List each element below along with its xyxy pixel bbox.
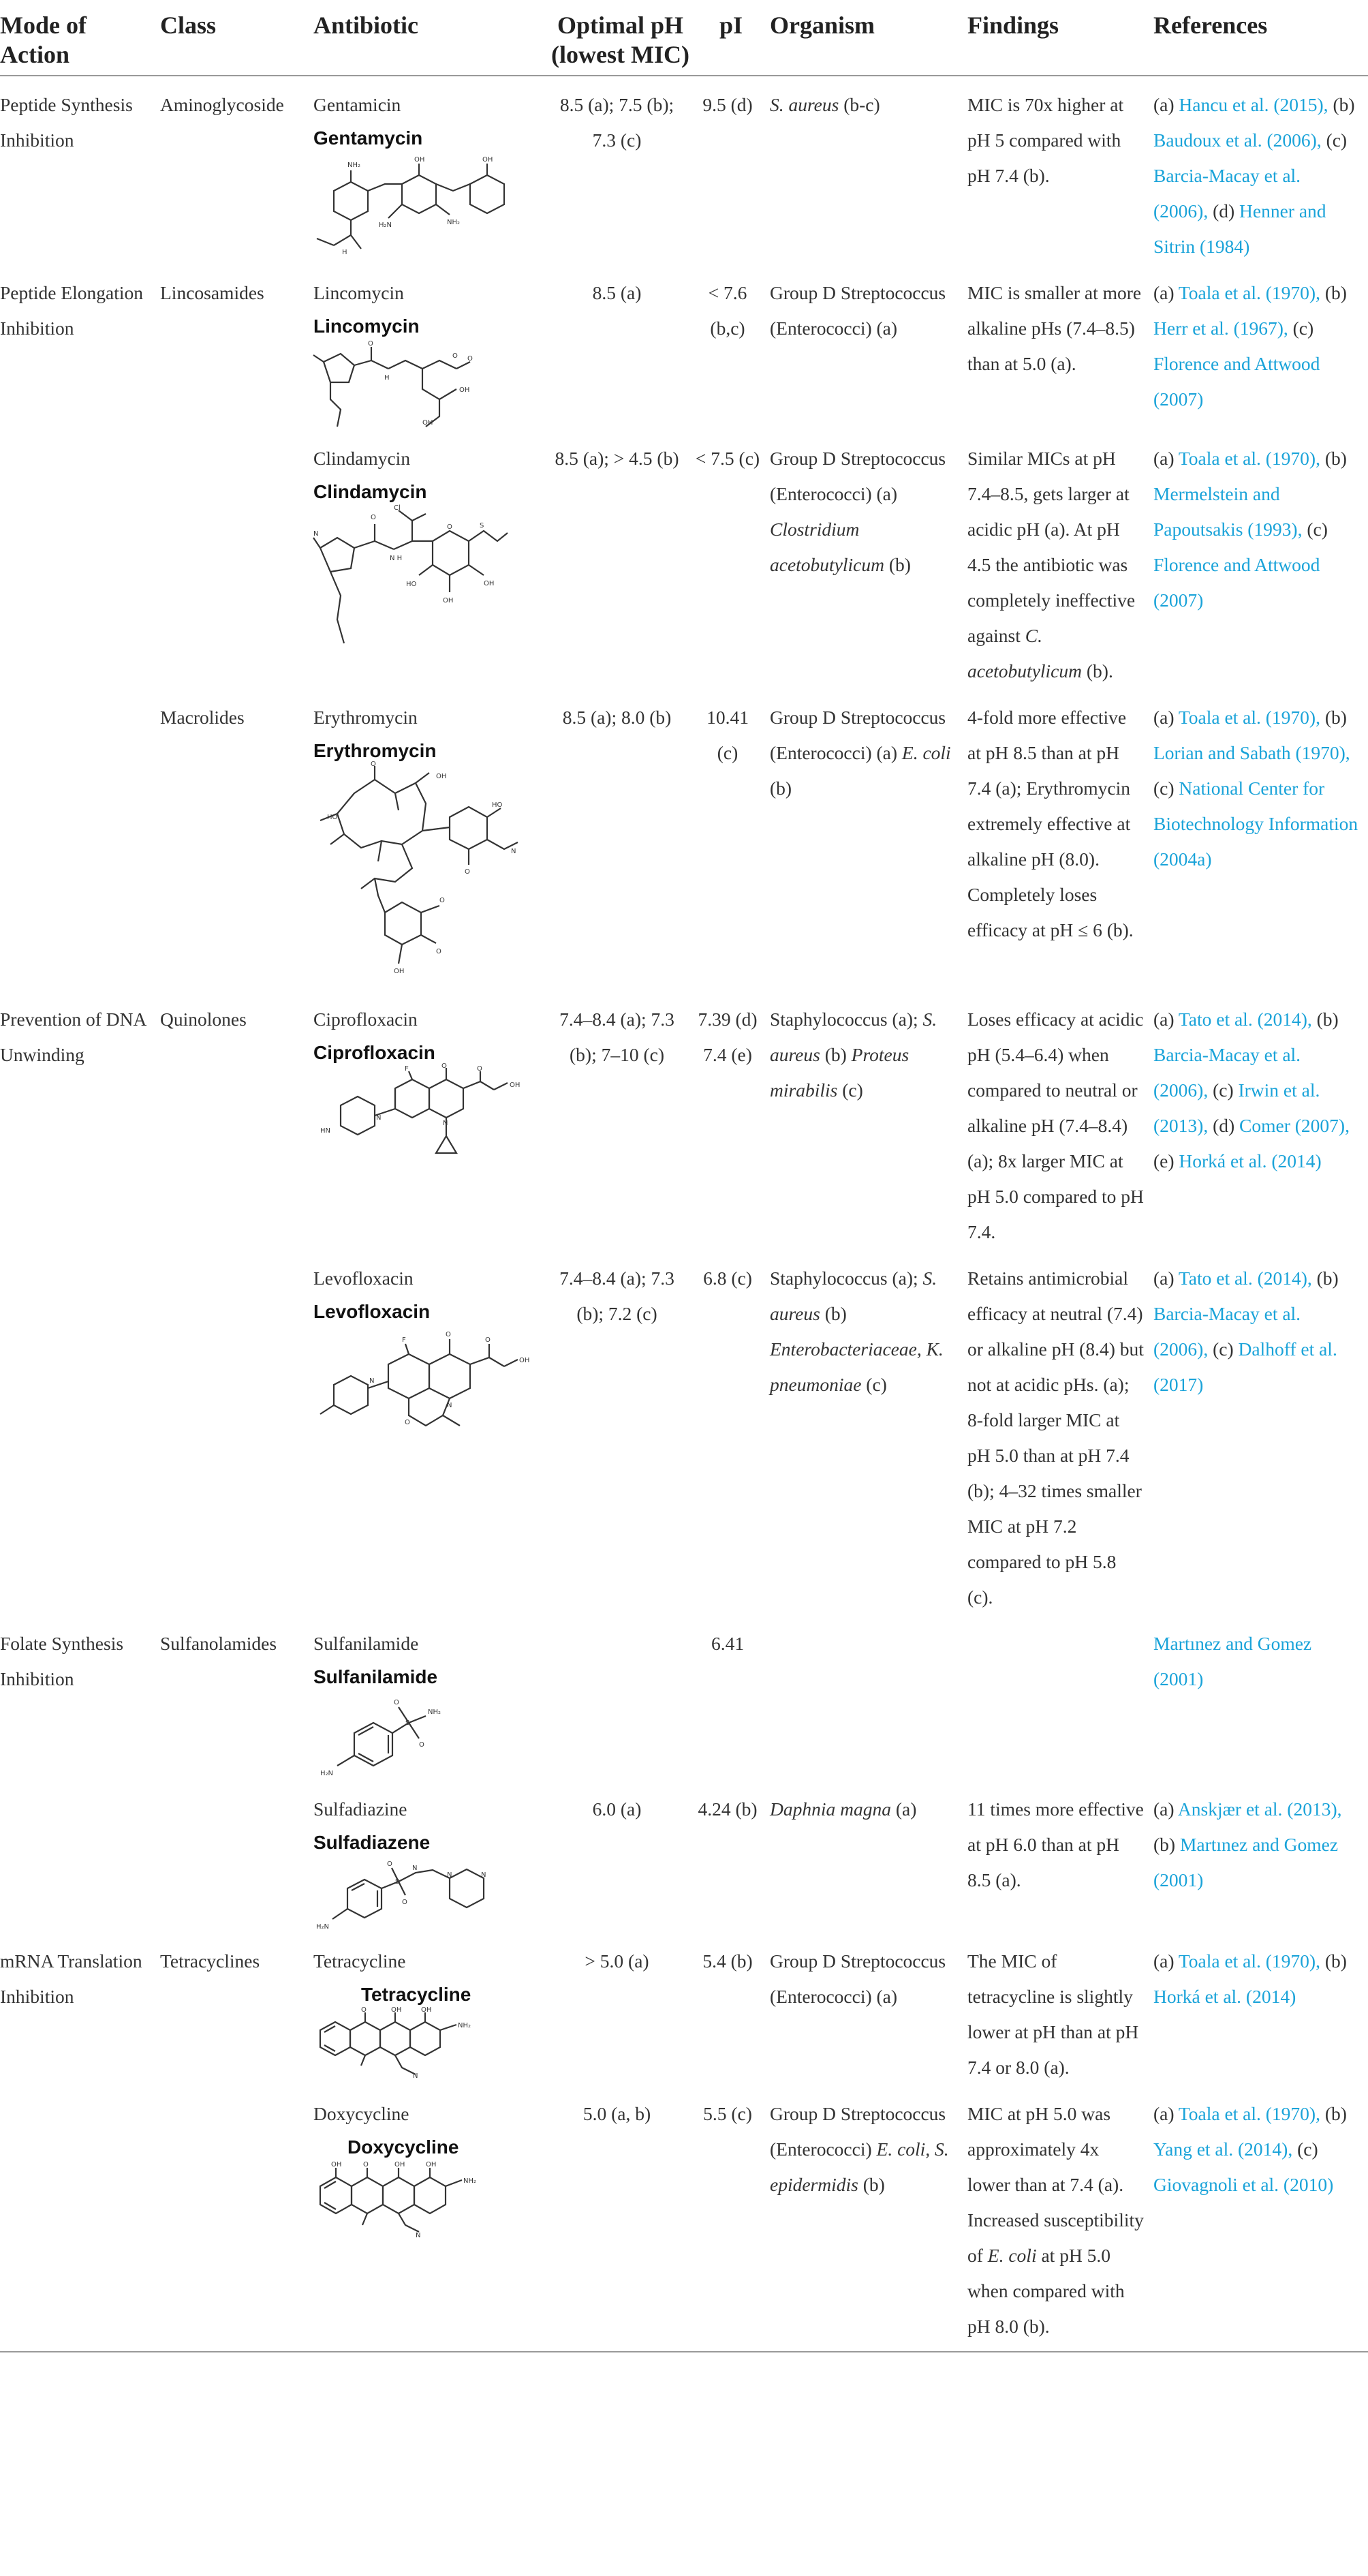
reference-link[interactable]: Barcia-Macay et al. (2006), — [1153, 165, 1301, 221]
header-pi: pI — [695, 0, 770, 76]
header-references: References — [1153, 0, 1368, 76]
organism-text: Group D Streptococcus (Enterococci) — [770, 2103, 946, 2160]
ref-prefix: (b) — [1324, 2103, 1347, 2124]
antibiotic-name: Erythromycin — [313, 707, 418, 728]
class-cell — [160, 1781, 313, 1933]
reference-link[interactable]: Giovagnoli et al. (2010) — [1153, 2174, 1334, 2195]
svg-text:N: N — [416, 2232, 421, 2239]
findings-cell: 4-fold more effective at pH 8.5 than at pH 7.4 (a); Erythromycin extremely effective at alkaline pH (8.0). Completely loses efficacy at pH ≤ 6 (b). — [967, 707, 1134, 940]
ref-prefix: (b) — [1316, 1009, 1339, 1030]
structure-label: Tetracycline — [361, 1984, 471, 2005]
ref-prefix: (a) — [1153, 1009, 1179, 1030]
ref-prefix: (b) — [1324, 282, 1347, 303]
findings-cell — [967, 1615, 1153, 1781]
reference-link[interactable]: Anskjær et al. (2013), — [1177, 1798, 1342, 1820]
class-cell: Macrolides — [160, 707, 245, 728]
svg-text:OH: OH — [459, 386, 470, 394]
erythromycin-structure-icon — [313, 761, 531, 991]
references-cell — [1153, 430, 1368, 689]
svg-text:O: O — [441, 1062, 447, 1070]
reference-link[interactable]: Toala et al. (1970), — [1178, 448, 1320, 469]
header-row — [0, 0, 1368, 76]
ref-prefix: (c) — [1213, 1079, 1239, 1101]
organism-cell — [770, 1250, 967, 1615]
ref-prefix: (a) — [1153, 1798, 1178, 1820]
reference-link[interactable]: Barcia-Macay et al. (2006), — [1153, 1044, 1301, 1101]
class-cell — [160, 430, 313, 689]
antibiotic-name: Ciprofloxacin — [313, 1009, 418, 1030]
organism-cell — [770, 689, 967, 991]
svg-text:N: N — [313, 530, 319, 538]
references-cell — [1153, 264, 1368, 430]
class-cell: Aminoglycoside — [160, 94, 284, 115]
ref-prefix: (a) — [1153, 707, 1179, 728]
structure-label: Lincomycin — [313, 316, 420, 337]
svg-text:H₂N: H₂N — [316, 1923, 330, 1931]
findings-cell: MIC is 70x higher at pH 5 compared with pH 7.4 (b). — [967, 94, 1124, 186]
svg-text:HO: HO — [492, 801, 503, 809]
reference-link[interactable]: Tato et al. (2014), — [1178, 1268, 1312, 1289]
svg-text:O: O — [387, 1860, 392, 1868]
references-cell — [1153, 1933, 1368, 2085]
reference-link[interactable]: Horká et al. (2014) — [1179, 1150, 1322, 1171]
organism-italic: E. coli — [901, 742, 951, 763]
svg-text:N: N — [511, 848, 516, 855]
antibiotic-cell — [313, 991, 548, 1250]
svg-text:N: N — [481, 1871, 486, 1879]
optimal-ph-cell: 7.4–8.4 (a); 7.3 (b); 7.2 (c) — [559, 1268, 674, 1324]
antibiotic-name: Levofloxacin — [313, 1268, 414, 1289]
svg-text:H: H — [384, 374, 390, 382]
antibiotic-cell — [313, 76, 548, 264]
svg-text:HO: HO — [406, 581, 417, 588]
findings-cell: Retains antimicrobial efficacy at neutral (7.4) or alkaline pH (8.4) but not at acidic pHs. (a); 8-fold larger MIC at pH 5.0 than at pH 7.4 (b); 4–32 times smaller MIC at pH 7.2 compared to pH 5.8 (c). — [967, 1268, 1144, 1608]
ref-prefix: (c) — [1297, 2138, 1318, 2160]
mode-cell: Peptide Synthesis Inhibition — [0, 94, 133, 151]
references-cell — [1153, 1781, 1368, 1933]
table-row — [0, 1933, 1368, 2085]
svg-text:O: O — [436, 948, 441, 955]
optimal-ph-cell — [548, 1615, 695, 1781]
pi-cell: 6.8 (c) — [703, 1268, 752, 1289]
organism-text: Group D Streptococcus (Enterococci) (a) — [770, 707, 946, 763]
pi-cell: 4.24 (b) — [698, 1798, 758, 1820]
organism-cell — [770, 1615, 967, 1781]
table-row — [0, 991, 1368, 1250]
svg-text:N: N — [413, 2072, 418, 2080]
reference-link[interactable]: Mermelstein and Papoutsakis (1993), — [1153, 483, 1303, 540]
header-class: Class — [160, 0, 313, 76]
reference-link[interactable]: Yang et al. (2014), — [1153, 2138, 1293, 2160]
mode-cell — [0, 2085, 160, 2352]
pi-cell: 10.41 (c) — [706, 707, 749, 763]
svg-text:S: S — [405, 1719, 410, 1727]
findings-text: MIC at pH 5.0 was approximately 4x lower than at 7.4 (a). Increased susceptibility of — [967, 2103, 1144, 2266]
reference-link[interactable]: Barcia-Macay et al. (2006), — [1153, 1303, 1301, 1360]
tetracycline-structure-icon — [313, 2006, 531, 2080]
antibiotic-name: Sulfanilamide — [313, 1633, 419, 1654]
structure-label: Sulfanilamide — [313, 1666, 438, 1687]
svg-text:H₂N: H₂N — [320, 1770, 334, 1777]
ref-prefix: (d) — [1213, 1115, 1240, 1136]
reference-link[interactable]: Horká et al. (2014) — [1153, 1986, 1296, 2007]
organism-text: (c) — [861, 1374, 887, 1395]
structure-label: Gentamycin — [313, 127, 423, 149]
svg-text:F: F — [402, 1336, 406, 1344]
optimal-ph-cell: 6.0 (a) — [592, 1798, 642, 1820]
antibiotic-cell — [313, 2085, 548, 2352]
reference-link[interactable]: Tato et al. (2014), — [1178, 1009, 1312, 1030]
svg-text:O: O — [439, 897, 445, 904]
svg-text:OH: OH — [331, 2161, 342, 2168]
mode-cell: Prevention of DNA Unwinding — [0, 1009, 146, 1065]
antibiotic-cell — [313, 264, 548, 430]
antibiotic-name: Doxycycline — [313, 2103, 409, 2124]
header-organism: Organism — [770, 0, 967, 76]
svg-text:OH: OH — [391, 2006, 402, 2014]
header-findings: Findings — [967, 0, 1153, 76]
references-cell — [1153, 76, 1368, 264]
optimal-ph-cell: 8.5 (a); > 4.5 (b) — [555, 448, 679, 469]
svg-text:NH₂: NH₂ — [428, 1708, 441, 1716]
pi-cell: 5.5 (c) — [695, 2085, 770, 2352]
ref-prefix: (c) — [1326, 129, 1348, 151]
svg-text:OH: OH — [484, 580, 495, 587]
svg-text:O: O — [467, 355, 473, 363]
svg-text:NH₂: NH₂ — [447, 219, 461, 226]
svg-text:HN: HN — [320, 1127, 330, 1135]
svg-text:O: O — [452, 352, 458, 360]
references-cell — [1153, 2085, 1368, 2352]
mode-cell — [0, 430, 160, 689]
table-row — [0, 264, 1368, 430]
ref-prefix: (b) — [1153, 1834, 1180, 1855]
header-optimal-ph: Optimal pH (lowest MIC) — [548, 0, 695, 76]
ref-prefix: (a) — [1153, 94, 1179, 115]
antibiotic-cell — [313, 1615, 548, 1781]
gentamicin-structure-icon — [313, 153, 531, 256]
organism-cell — [770, 2085, 967, 2352]
reference-link[interactable]: Baudoux et al. (2006), — [1153, 129, 1322, 151]
organism-italic: Clostridium acetobutylicum — [770, 519, 884, 575]
reference-link[interactable]: Comer (2007), — [1239, 1115, 1350, 1136]
organism-text: Staphylococcus (a); — [770, 1009, 923, 1030]
svg-text:O: O — [477, 1065, 482, 1073]
ref-prefix: (a) — [1153, 1950, 1179, 1972]
structure-label: Sulfadiazene — [313, 1832, 431, 1853]
svg-text:S: S — [395, 1878, 400, 1886]
svg-text:O: O — [361, 2006, 367, 2014]
sulfanilamide-structure-icon — [313, 1692, 491, 1781]
mode-cell — [0, 689, 160, 991]
doxycycline-structure-icon — [313, 2162, 531, 2237]
organism-text: Staphylococcus (a); — [770, 1268, 923, 1289]
antibiotic-name: Sulfadiazine — [313, 1798, 407, 1820]
organism-cell — [770, 1781, 967, 1933]
organism-italic: Proteus mirabilis — [770, 1044, 910, 1101]
ref-prefix: (e) — [1153, 1150, 1179, 1171]
references-cell — [1153, 991, 1368, 1250]
findings-cell: Loses efficacy at acidic pH (5.4–6.4) when compared to neutral or alkaline pH (7.4–8.4) (a); 8x larger MIC at pH 5.0 compared to pH 7.4. — [967, 1009, 1144, 1242]
reference-link[interactable]: Lorian and Sabath (1970), — [1153, 742, 1350, 763]
organism-text: (b) — [820, 1303, 847, 1324]
optimal-ph-cell: 8.5 (a) — [592, 282, 642, 303]
organism-cell: Group D Streptococcus (Enterococci) (a) — [770, 282, 946, 339]
svg-text:OH: OH — [519, 1357, 530, 1364]
organism-cell — [770, 76, 967, 264]
svg-text:N H: N H — [390, 555, 403, 562]
reference-link[interactable]: Hancu et al. (2015), — [1179, 94, 1328, 115]
reference-link[interactable]: Irwin et al. (2013), — [1153, 1079, 1320, 1136]
svg-text:O: O — [368, 340, 373, 348]
findings-cell: 11 times more effective at pH 6.0 than at pH 8.5 (a). — [967, 1798, 1144, 1890]
class-cell: Sulfanolamides — [160, 1633, 277, 1654]
reference-link[interactable]: Martınez and Gomez (2001) — [1153, 1834, 1339, 1890]
ref-prefix: (b) — [1324, 448, 1347, 469]
reference-link[interactable]: National Center for Biotechnology Information (2004a) — [1153, 778, 1358, 870]
reference-link[interactable]: Toala et al. (1970), — [1178, 1950, 1320, 1972]
svg-text:NH₂: NH₂ — [458, 2022, 471, 2029]
svg-text:N: N — [447, 1871, 452, 1879]
svg-text:OH: OH — [394, 968, 405, 975]
svg-text:O: O — [363, 2161, 369, 2168]
structure-label: Levofloxacin — [313, 1301, 431, 1322]
antibiotic-name: Tetracycline — [313, 1950, 406, 1972]
svg-text:Cl: Cl — [394, 504, 401, 512]
svg-text:OH: OH — [482, 156, 493, 164]
ref-prefix: (a) — [1153, 1268, 1179, 1289]
structure-label: Doxycycline — [347, 2136, 459, 2158]
svg-text:N: N — [447, 1402, 452, 1409]
organism-text: (b-c) — [839, 94, 880, 115]
organism-italic: Enterobacteriaceae, K. pneumoniae — [770, 1338, 944, 1395]
table-row — [0, 1615, 1368, 1781]
organism-italic: Daphnia magna — [770, 1798, 891, 1820]
mode-cell: Peptide Elongation Inhibition — [0, 282, 144, 339]
findings-cell — [967, 2085, 1153, 2352]
class-cell: Quinolones — [160, 1009, 247, 1030]
ref-prefix: (b) — [1316, 1268, 1339, 1289]
optimal-ph-cell: 8.5 (a); 8.0 (b) — [562, 707, 672, 728]
svg-text:N: N — [412, 1865, 418, 1872]
header-mode: Mode of Action — [0, 0, 160, 76]
findings-cell: MIC is smaller at more alkaline pHs (7.4–8.5) than at 5.0 (a). — [967, 282, 1142, 374]
svg-text:O: O — [402, 1899, 407, 1906]
svg-text:O: O — [394, 1699, 399, 1706]
class-cell: Tetracyclines — [160, 1950, 260, 1972]
findings-cell: The MIC of tetracycline is slightly lower at pH than at pH 7.4 or 8.0 (a). — [967, 1950, 1139, 2078]
references-cell — [1153, 1615, 1368, 1781]
svg-text:OH: OH — [510, 1082, 520, 1089]
optimal-ph-cell: 7.4–8.4 (a); 7.3 (b); 7–10 (c) — [559, 1009, 674, 1065]
svg-text:O: O — [447, 523, 452, 531]
organism-cell — [770, 430, 967, 689]
organism-cell — [770, 991, 967, 1250]
svg-text:OH: OH — [414, 156, 425, 164]
sulfadiazine-structure-icon — [313, 1858, 518, 1933]
optimal-ph-cell: 8.5 (a); 7.5 (b); 7.3 (c) — [559, 94, 674, 151]
optimal-ph-cell: > 5.0 (a) — [585, 1950, 649, 1972]
antibiotic-cell — [313, 689, 548, 991]
svg-text:O: O — [485, 1336, 491, 1344]
pi-cell: 5.4 (b) — [702, 1950, 753, 1972]
ref-prefix: (c) — [1292, 318, 1314, 339]
organism-text: (b) — [858, 2174, 885, 2195]
svg-text:O: O — [371, 514, 376, 521]
ref-prefix: (c) — [1153, 778, 1179, 799]
antibiotic-name: Gentamicin — [313, 94, 401, 115]
antibiotic-cell — [313, 1933, 548, 2085]
svg-text:F: F — [405, 1065, 409, 1073]
structure-label: Erythromycin — [313, 740, 437, 761]
ref-prefix: (b) — [1333, 94, 1355, 115]
svg-text:N: N — [376, 1114, 382, 1122]
svg-text:OH: OH — [443, 597, 454, 604]
ref-prefix: (c) — [1307, 519, 1328, 540]
svg-text:O: O — [446, 1331, 451, 1338]
organism-text: (a) — [891, 1798, 917, 1820]
organism-text: (c) — [837, 1079, 863, 1101]
svg-text:OH: OH — [394, 2161, 405, 2168]
mode-cell — [0, 1250, 160, 1615]
svg-text:NH₂: NH₂ — [463, 2177, 477, 2185]
table-row — [0, 689, 1368, 991]
references-cell — [1153, 689, 1368, 991]
organism-italic: S. aureus — [770, 1009, 937, 1065]
ref-prefix: (c) — [1213, 1338, 1239, 1360]
organism-cell: Group D Streptococcus (Enterococci) (a) — [770, 1950, 946, 2007]
lincomycin-structure-icon — [313, 341, 477, 430]
table-row — [0, 76, 1368, 264]
svg-text:O: O — [465, 868, 470, 876]
references-cell — [1153, 1250, 1368, 1615]
structure-label: Clindamycin — [313, 481, 427, 502]
svg-text:N: N — [443, 1120, 448, 1127]
organism-italic: S. aureus — [770, 1268, 937, 1324]
class-cell: Lincosamides — [160, 282, 264, 303]
mode-cell: Folate Synthesis Inhibition — [0, 1633, 124, 1689]
svg-text:OH: OH — [426, 2161, 437, 2168]
svg-text:O: O — [405, 1419, 410, 1426]
antibiotic-cell — [313, 1250, 548, 1615]
reference-link[interactable]: Dalhoff et al. (2017) — [1153, 1338, 1337, 1395]
svg-text:NH₂: NH₂ — [347, 162, 361, 169]
reference-link[interactable]: Toala et al. (1970), — [1178, 282, 1320, 303]
ciprofloxacin-structure-icon — [313, 1062, 531, 1177]
mode-cell: mRNA Translation Inhibition — [0, 1950, 142, 2007]
svg-text:O: O — [371, 761, 376, 768]
table-row — [0, 430, 1368, 689]
findings-text: (b). — [1082, 660, 1113, 681]
antibiotic-cell — [313, 1781, 548, 1933]
structure-label: Ciprofloxacin — [313, 1042, 435, 1063]
class-cell — [160, 1250, 313, 1615]
reference-link[interactable]: Herr et al. (1967), — [1153, 318, 1288, 339]
table-row — [0, 2085, 1368, 2352]
svg-text:HO: HO — [327, 814, 338, 821]
reference-link[interactable]: Florence and Attwood (2007) — [1153, 554, 1320, 611]
organism-text: (b) — [820, 1044, 852, 1065]
ref-prefix: (a) — [1153, 282, 1179, 303]
pi-cell: < 7.6 (b,c) — [708, 282, 747, 339]
svg-text:OH: OH — [421, 2006, 432, 2014]
findings-cell — [967, 430, 1153, 689]
organism-text: Group D Streptococcus (Enterococci) (a) — [770, 448, 946, 504]
svg-text:H: H — [342, 249, 347, 256]
svg-text:O: O — [419, 1741, 424, 1749]
ref-prefix: (a) — [1153, 448, 1179, 469]
mode-cell — [0, 1781, 160, 1933]
class-cell — [160, 2085, 313, 2352]
ref-prefix: (b) — [1324, 1950, 1347, 1972]
reference-link[interactable]: Henner and Sitrin (1984) — [1153, 200, 1326, 257]
pi-cell: 7.39 (d) 7.4 (e) — [698, 1009, 758, 1065]
pi-cell: 9.5 (d) — [702, 94, 753, 115]
reference-link[interactable]: Toala et al. (1970), — [1178, 2103, 1320, 2124]
clindamycin-structure-icon — [313, 504, 518, 664]
organism-italic: E. coli, S. epidermidis — [770, 2138, 949, 2195]
svg-text:OH: OH — [422, 419, 433, 427]
levofloxacin-structure-icon — [313, 1327, 531, 1450]
findings-italic: C. acetobutylicum — [967, 625, 1082, 681]
ref-prefix: (a) — [1153, 2103, 1179, 2124]
reference-link[interactable]: Martınez and Gomez (2001) — [1153, 1633, 1312, 1689]
findings-italic: E. coli — [987, 2245, 1037, 2266]
findings-text: at pH 5.0 when compared with pH 8.0 (b). — [967, 2245, 1125, 2337]
reference-link[interactable]: Toala et al. (1970), — [1178, 707, 1320, 728]
pi-cell: 6.41 — [711, 1633, 745, 1654]
organism-text: (b) — [770, 778, 792, 799]
svg-text:N: N — [369, 1377, 375, 1385]
table-row — [0, 1250, 1368, 1615]
svg-text:OH: OH — [436, 773, 447, 780]
organism-italic: S. aureus — [770, 94, 839, 115]
table-row — [0, 1781, 1368, 1933]
organism-text: (b) — [884, 554, 911, 575]
optimal-ph-cell: 5.0 (a, b) — [548, 2085, 695, 2352]
reference-link[interactable]: Florence and Attwood (2007) — [1153, 353, 1320, 410]
svg-text:S: S — [480, 522, 484, 530]
header-antibiotic: Antibiotic — [313, 0, 548, 76]
findings-text: Similar MICs at pH 7.4–8.5, gets larger at acidic pH (a). At pH 4.5 the antibiotic was completely ineffective against — [967, 448, 1136, 646]
antibiotic-name: Clindamycin — [313, 448, 411, 469]
svg-text:H₂N: H₂N — [379, 221, 392, 229]
pi-cell: < 7.5 (c) — [695, 448, 760, 469]
ref-prefix: (d) — [1213, 200, 1240, 221]
antibiotic-cell — [313, 430, 548, 689]
antibiotic-name: Lincomycin — [313, 282, 404, 303]
ref-prefix: (b) — [1324, 707, 1347, 728]
